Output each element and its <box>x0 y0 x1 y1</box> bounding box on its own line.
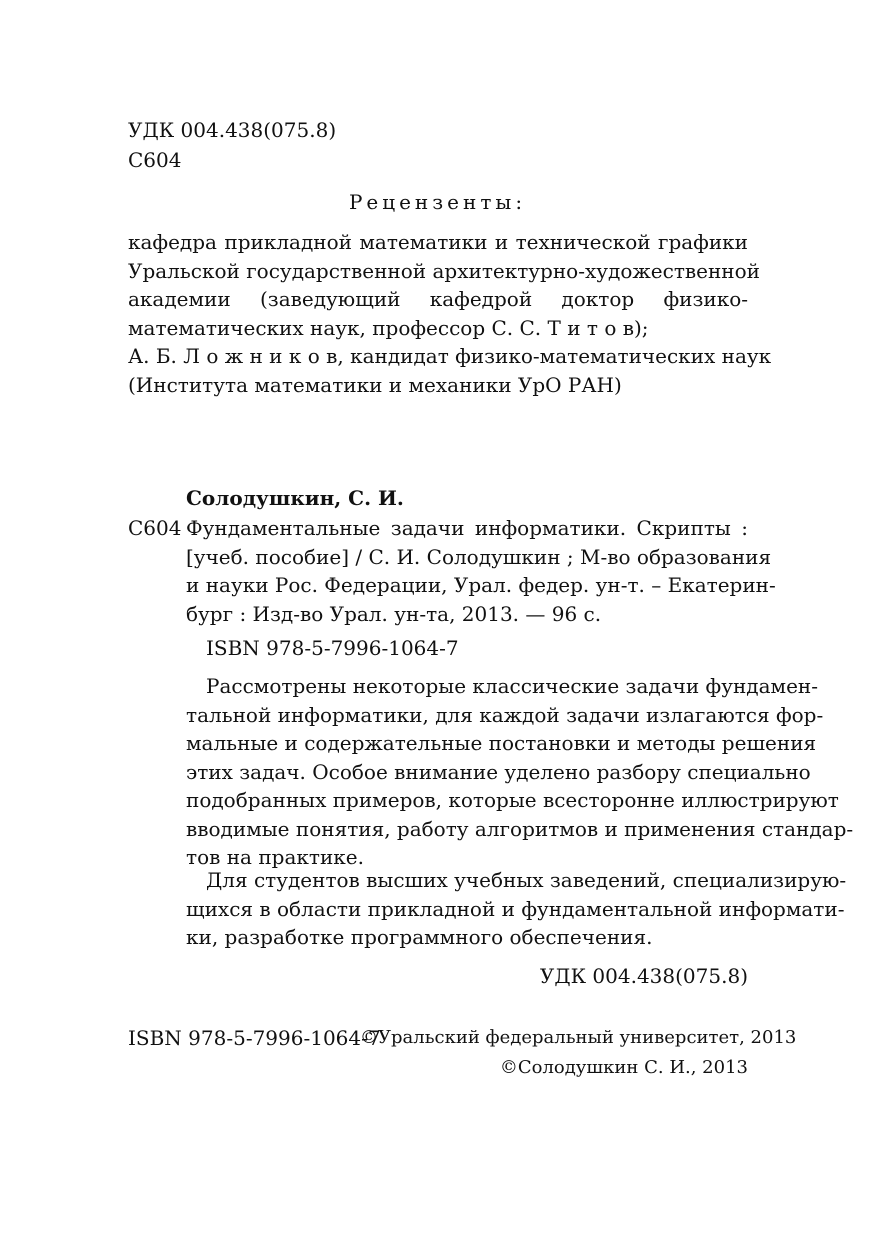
abstract-line: Рассмотрены некоторые классические задачи фундамен- <box>206 674 819 698</box>
isbn-bottom: ISBN 978-5-7996-1064-7 <box>128 1026 381 1050</box>
reviewer-1 <box>128 228 761 342</box>
abstract-line: Для студентов высших учебных заведений, специализирую- <box>206 868 847 892</box>
entry-line: и науки Рос. Федерации, Урал. федер. ун-т. – Екатерин- <box>186 573 776 597</box>
reviewer-1-line: Уральской государственной архитектурно-художественной <box>128 258 761 283</box>
abstract-line: тальной информатики, для каждой задачи излагаются фор- <box>186 702 824 727</box>
bibliographic-entry <box>186 514 776 628</box>
entry-line: Фундаментальные задачи информатики. Скрипты : <box>186 516 748 540</box>
entry-line: [учеб. пособие] / С. И. Солодушкин ; М-во образования <box>186 544 772 569</box>
abstract-paragraph-2 <box>186 866 847 952</box>
reviewer-1-line: кафедра прикладной математики и технической графики <box>128 230 748 254</box>
author-heading: Солодушкин, С. И. <box>186 486 404 510</box>
udk-bottom: УДК 004.438(075.8) <box>539 964 748 988</box>
reviewers-heading: Рецензенты: <box>348 190 527 214</box>
reviewer-1-line: математических наук, профессор С. С. Т и т о в); <box>128 315 649 340</box>
abstract-line: этих задач. Особое внимание уделено разбору специально <box>186 759 811 784</box>
entry-line: бург : Изд-во Урал. ун-та, 2013. — 96 с. <box>186 601 602 626</box>
abstract-line: мальные и содержательные постановки и методы решения <box>186 731 817 755</box>
abstract-line: ки, разработке программного обеспечения. <box>186 925 653 949</box>
reviewer-2 <box>128 342 772 399</box>
classification-code: С604 <box>128 148 182 172</box>
abstract-line: подобранных примеров, которые всесторонне иллюстрируют <box>186 788 839 812</box>
udk-top: УДК 004.438(075.8) <box>128 118 337 142</box>
isbn-line: ISBN 978-5-7996-1064-7 <box>206 636 459 660</box>
copyright-author: ©Солодушкин С. И., 2013 <box>499 1057 748 1078</box>
entry-code: С604 <box>128 516 182 540</box>
abstract-paragraph-1 <box>186 672 854 872</box>
abstract-line: тов на практике. <box>186 845 364 869</box>
abstract-line: щихся в области прикладной и фундаментальной информати- <box>186 896 845 921</box>
reviewer-2-line: (Института математики и механики УрО РАН) <box>128 372 622 397</box>
copyright-university: ©Уральский федеральный университет, 2013 <box>360 1027 797 1048</box>
reviewer-1-line: академии (заведующий кафедрой доктор физико- <box>128 287 748 311</box>
reviewer-2-line: А. Б. Л о ж н и к о в, кандидат физико-математических наук <box>128 344 772 368</box>
abstract-line: вводимые понятия, работу алгоритмов и применения стандар- <box>186 816 854 841</box>
